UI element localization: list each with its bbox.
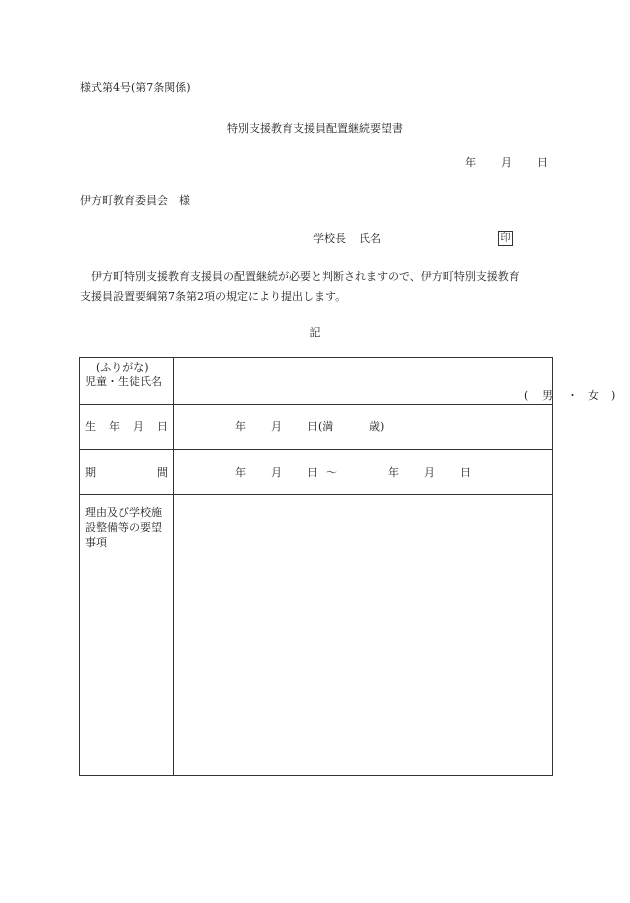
request-paragraph [80,267,560,307]
birthdate-field[interactable] [174,405,553,450]
date-month-label: 月 [501,156,512,169]
seal-mark: 印 [498,231,513,246]
age-label: 歳) [369,420,385,433]
form-number-label: 様式第4号(第7条関係) [80,81,191,94]
reason-label-line: 設整備等の要望 [85,521,162,534]
gender-separator: ・ [567,389,578,402]
name-label: 氏名 [359,232,381,245]
birth-year-label: 年 [235,420,246,433]
date-day-label: 日 [537,156,548,169]
date-year-label: 年 [465,156,476,169]
document-title: 特別支援教育支援員配置継続要望書 [227,122,403,135]
period-from-year: 年 [235,466,246,479]
birth-day-label: 日(満 [307,420,334,433]
birthdate-label-char: 年 [109,420,120,433]
period-label-start: 期 [85,466,96,479]
ki-heading: 記 [309,326,321,339]
addressee: 伊方町教育委員会 様 [80,194,190,207]
reason-label [85,505,162,550]
period-field[interactable] [174,450,553,495]
student-name-label: 児童・生徒氏名 [85,375,162,388]
period-to-year: 年 [388,466,399,479]
paragraph-line: 伊方町特別支援教育支援員の配置継続が必要と判断されますので、伊方町特別支援教育 [91,270,520,283]
reason-label-line: 理由及び学校施 [85,506,162,519]
period-to-month: 月 [424,466,435,479]
reason-label-line: 事項 [85,536,107,549]
furigana-label: (ふりがな) [96,361,149,374]
reason-field[interactable] [174,495,553,776]
period-to-day: 日 [460,466,471,479]
gender-male-option[interactable]: 男 [542,389,553,402]
paragraph-line: 支援員設置要綱第7条第2項の規定により提出します。 [80,290,347,303]
birthdate-label-char: 日 [157,420,168,433]
period-label-cell [80,450,174,495]
reason-label-cell [80,495,174,776]
period-label-end: 間 [157,466,168,479]
gender-close-paren: ) [611,389,616,402]
request-form-table [79,357,616,776]
gender-open-paren: ( [524,389,529,402]
student-name-label-cell [80,358,174,405]
birthdate-label-cell [80,405,174,450]
period-from-day: 日 [307,466,318,479]
birthdate-label-char: 月 [133,420,144,433]
birthdate-label-char: 生 [85,420,96,433]
period-from-month: 月 [271,466,282,479]
gender-female-option[interactable]: 女 [588,389,599,402]
principal-label: 学校長 [313,232,346,245]
period-tilde: 〜 [326,466,337,479]
student-name-field[interactable] [174,358,616,405]
birth-month-label: 月 [271,420,282,433]
